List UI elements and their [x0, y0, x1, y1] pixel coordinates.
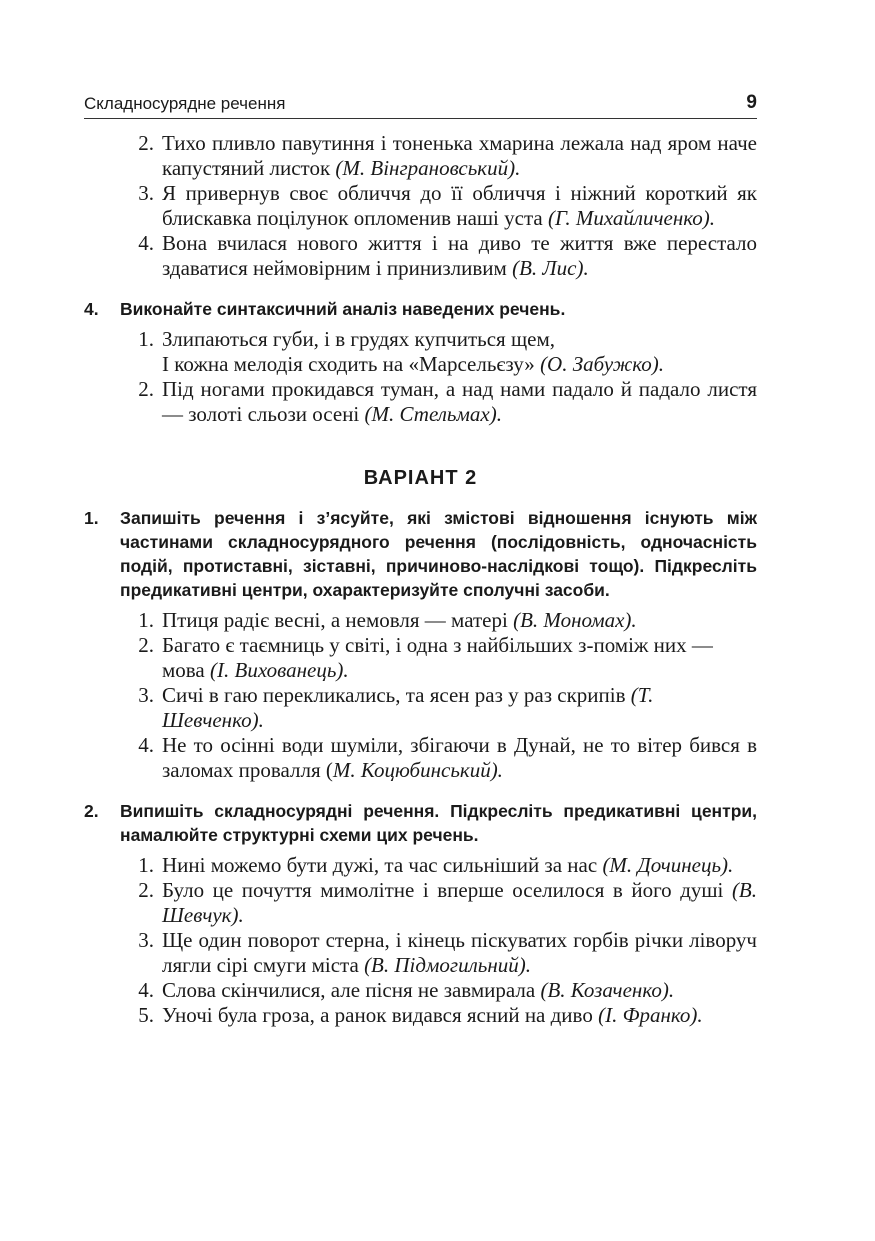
task-4-list: [84, 327, 757, 427]
list-item: 3. Сичі в гаю перекликались, та ясен раз у раз скрипів (Т. Шевченко).: [138, 683, 654, 732]
list-item: 4. Слова скінчилися, але пісня не завмирала (В. Козаченко).: [138, 978, 675, 1002]
variant2-task2-list: [84, 853, 757, 1028]
task-heading: 4. Виконайте синтаксичний аналіз наведених речень.: [84, 299, 566, 319]
page-number: 9: [746, 92, 757, 113]
list-item: 1. Злипаються губи, і в грудях купчиться щем, І кожна мелодія сходить на «Марсельєзу» (О. Забужко).: [138, 327, 665, 376]
list-item: 3. Ще один поворот стерна, і кінець піскуватих горбів річки ліворуч лягли сірі смуги міста (В. Підмогильний).: [138, 928, 757, 977]
header-title: Складносурядне речення: [84, 94, 286, 113]
list-item: 4. Вона вчилася нового життя і на диво те життя вже перестало здаватися неймовірним і принизливим (В. Лис).: [138, 231, 757, 280]
variant2-task1-list: [84, 608, 757, 783]
list-item: 5. Уночі була гроза, а ранок видався ясний на диво (І. Франко).: [138, 1003, 703, 1027]
list-item: 2. Було це почуття мимолітне і вперше оселилося в його душі (В. Шевчук).: [138, 878, 758, 927]
list-item: 4. Не то осінні води шуміли, збігаючи в Дунай, не то вітер бився в заломах провалля (М. Коцюбинський).: [138, 733, 757, 782]
list-item: 2. Багато є таємниць у світі, і одна з найбільших з-поміж них — мова (І. Вихованець).: [138, 633, 713, 682]
continued-list: [84, 131, 757, 281]
page: [84, 92, 757, 1044]
list-item: 2. Тихо пливло павутиння і тоненька хмарина лежала над яром наче капустяний листок (М. Вінграновський).: [138, 131, 757, 180]
list-item: 3. Я привернув своє обличчя до її обличчя і ніжний короткий як блискавка поцілунок опломенив наші уста (Г. Михайличенко).: [138, 181, 757, 230]
list-item: 1. Птиця радіє весні, а немовля — матері (В. Мономах).: [138, 608, 637, 632]
task-heading: 2. Випишіть складносурядні речення. Підкресліть предикативні центри, намалюйте структурні схеми цих речень.: [84, 801, 757, 845]
list-item: 1. Нині можемо бути дужі, та час сильніший за нас (М. Дочинець).: [138, 853, 734, 877]
variant-heading: ВАРІАНТ 2: [363, 467, 478, 489]
task-heading: 1. Запишіть речення і з’ясуйте, які змістові відношення існують між частинами складносурядного речення (послідовність, одночасність подій, протиставні, зіставні, причиново-наслідкові тощо). Підкресліть предикативні центри, охарактеризуйте сполучні засоби.: [84, 508, 757, 600]
running-header: [84, 92, 757, 119]
list-item: 2. Під ногами прокидався туман, а над нами падало й падало листя — золоті сльози осені (М. Стельмах).: [138, 377, 757, 426]
